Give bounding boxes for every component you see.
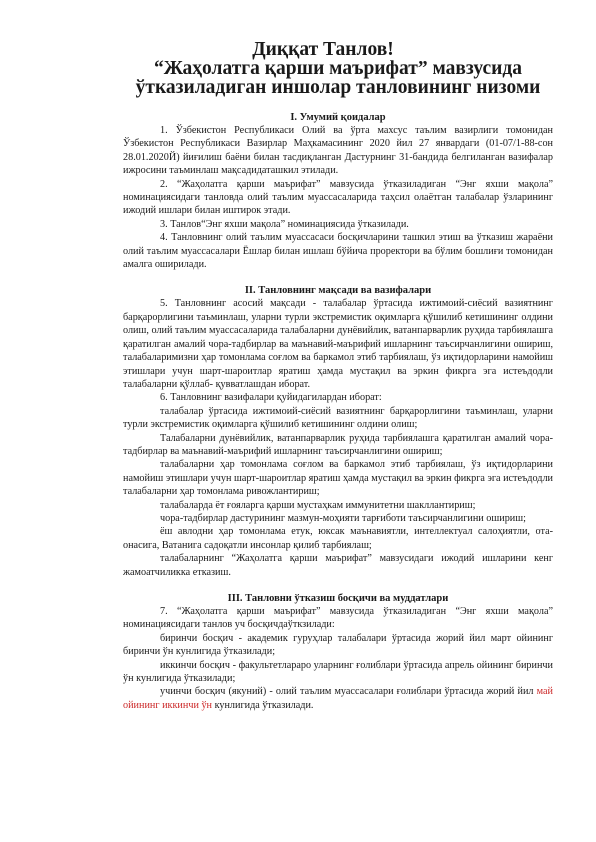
section-2-heading: II. Танловнинг мақсади ва вазифалари	[244, 285, 432, 297]
paragraph-5: 5. Танловнинг асосий мақсади - талабалар ўртасида ижтимоий-сиёсий вазиятнинг барқарорлигини таъминлаш, уларни турли экстремистик оқимларга қўшилиб кетишининг олдини олиш, олий таълим муассасаларида талабаларни дунёвийлик, ватанпарварлик руҳида тарбиялашга қаратилган амалий чора-тадбирлар ва маънавий-маърифий ишларнинг таъсирчанлигини ошириш, талабаларимизни ҳар томонлама соғлом ва баркамол этиб тарбиялаш, ўз иқтидорларини намойиш этишлари учун шарт-шароитлар яратиш ҳамда мустақил ва эркин фикрга эга истеъдодли талабаларни қўллаб- қувватлашдан иборат.	[123, 298, 553, 390]
paragraph-6: 6. Танловнинг вазифалари қуйидагилардан иборат:	[160, 392, 382, 404]
document-title-line-1: “Жаҳолатга қарши маърифат” мавзусида	[154, 58, 522, 79]
paragraph-2: 2. “Жаҳолатга қарши маърифат” мавзусида ўтказиладиган “Энг яхши мақола” номинациясидаги танловда олий таълим муассасаларида таҳсил олаётган талабалар ўзларининг ижодий ишлари билан иштирок этади.	[123, 178, 553, 217]
stage-item-final-start: учинчи босқич (якуний) - олий таълим муассасалари ғолиблари ўртасида жорий йил	[160, 686, 534, 698]
highlighted-date: май ойининг иккинчи ўн	[123, 686, 553, 711]
task-item: Талабаларни дунёвийлик, ватанпарварлик руҳида тарбиялашга қаратилган амалий чора-тадбирлар ва маънавий-маърифий ишларнинг таъсирчанлигини ошириш;	[123, 432, 553, 457]
task-item: талабаларни ҳар томонлама соғлом ва баркамол этиб тарбиялаш, ўз иқтидорларини намойиш этишлари учун шарт-шароитлар яратиш ҳамда мустақил ва эркин фикрга эга истеъдодли талабаларни ҳар томонлама ривожлантириш;	[123, 459, 553, 498]
task-item: талабалар ўртасида ижтимоий-сиёсий вазиятнинг барқарорлигини таъминлаш, уларни турли экстремистик оқимларга қўшилиб кетишининг олдини олиш;	[123, 405, 553, 431]
task-item: талабаларнинг “Жаҳолатга қарши маърифат” мавзусидаги ижодий ишларини кенг жамоатчиликка етказиш.	[123, 553, 553, 578]
stage-item: биринчи босқич - академик гуруҳлар талабалари ўртасида жорий йил март ойининг биринчи ўн кунлигида ўтказилади;	[123, 632, 553, 658]
document-title-line-2: ўтказиладиган иншолар танловининг низоми	[135, 77, 541, 98]
paragraph-1: 1. Ўзбекистон Республикаси Олий ва ўрта махсус таълим вазирлиги томонидан Ўзбекистон Республикаси Вазирлар Маҳкамасининг 2020 йил 27 январдаги (01-07/1-88-сон 28.01.2020Й) йиғилиш баёни билан тасдиқланган Дастурнинг 31-бандида белгиланган вазифалар ижросини таъминлаш мақсадидаташкил этилади.	[123, 125, 553, 177]
section-1-heading: I. Умумий қоидалар	[290, 112, 386, 123]
announcement-title: Диққат Танлов!	[252, 39, 394, 60]
task-item: ёш авлодни ҳар томонлама етук, юксак маънавиятли, интеллектуал салоҳиятли, ота-онасига, Ватанига садоқатли инсонлар қилиб тарбиялаш;	[123, 526, 553, 551]
paragraph-7: 7. “Жаҳолатга қарши маърифат” мавзусида ўтказиладиган “Энг яхши мақола” номинациясидаги танлов уч босқичдаўткзилади:	[123, 606, 553, 631]
stage-item-final-end: кунлигида ўтказилади.	[212, 699, 314, 711]
task-item: чора-тадбирлар дастурининг мазмун-моҳияти тарғиботи таъсирчанлигини ошириш;	[160, 512, 526, 524]
document-page	[123, 40, 553, 712]
stage-item: иккинчи босқич - факультетлараро уларнинг ғолиблари ўртасида апрель ойининг биринчи ўн кунлигида ўтказилади;	[123, 659, 553, 685]
section-3-heading: III. Танловни ўтказиш босқичи ва муддатлари	[227, 593, 449, 604]
paragraph-3: 3. Танлов“Энг яхши мақола” номинациясида ўтказилади.	[160, 218, 409, 230]
task-item: талабаларда ёт ғояларга қарши мустаҳкам иммунитетни шакллантириш;	[160, 499, 476, 511]
paragraph-4: 4. Танловнинг олий таълим муассасаси босқичларини ташкил этиш ва ўтказиш жараёни олий таълим муассасалари Ёшлар билан ишлаш бўйича проректори ва бўлим бошлиғи томонидан амалга оширилади.	[123, 232, 553, 271]
stage-item-final	[123, 685, 553, 712]
